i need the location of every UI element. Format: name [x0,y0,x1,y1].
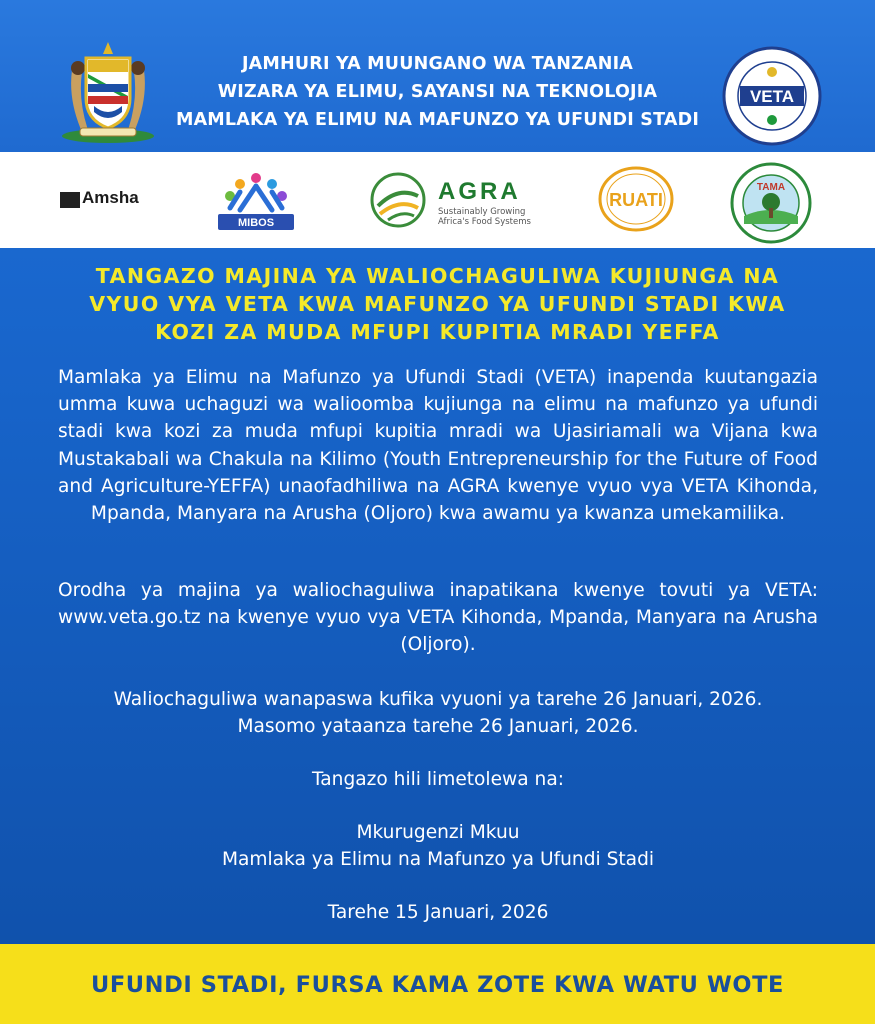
mibos-figures-icon [212,168,300,232]
header-title-block [165,50,710,134]
headline-line-3: KOZI ZA MUDA MFUPI KUPITIA MRADI YEFFA [155,320,720,344]
mibos-logo [212,168,300,232]
signatory-title: Mkurugenzi Mkuu [356,822,520,843]
issued-by-line: Tangazo hili limetolewa na: [311,769,564,790]
announcement-paragraph-2: Orodha ya majina ya waliochaguliwa inapatikana kwenye tovuti ya VETA: www.veta.go.tz na kwenye vyuo vya VETA Kihonda, Mpanda, Manyara na Arusha (Oljoro). [58,580,818,656]
agra-logo [368,172,540,232]
announcement-headline [40,262,835,346]
ruati-logo-text: RUATI [609,190,663,210]
headline-line-2: VYUO VYA VETA KWA MAFUNZO YA UFUNDI STADI KWA [89,292,786,316]
header-banner [0,0,875,152]
headline-line-1: TANGAZO MAJINA YA WALIOCHAGULIWA KUJIUNGA NA [95,264,780,288]
tama-logo [730,162,812,244]
partner-logos-strip [0,152,875,248]
agra-logo-tagline: Sustainably Growing Africa's Food Systems [438,207,531,227]
footer-banner [0,944,875,1024]
mibos-logo-text: MIBOS [237,217,275,229]
tama-logo-text: TAMA [756,182,786,193]
announcement-date: Tarehe 15 Januari, 2026 [327,902,549,923]
schedule-block [58,686,818,740]
ruati-logo [596,166,676,232]
amsha-logo-text: Amsha [82,188,139,207]
amsha-mark-icon [60,192,80,208]
header-line-ministry: WIZARA YA ELIMU, SAYANSI NA TEKNOLOJIA [217,82,658,102]
tama-emblem-icon [730,162,812,244]
signatory-organization: Mamlaka ya Elimu na Mafunzo ya Ufundi Stadi [221,849,655,871]
classes-start-line: Masomo yataanza tarehe 26 Januari, 2026. [237,716,639,738]
signatory-block [58,819,818,873]
veta-seal-text: VETA [749,87,795,106]
header-line-republic: JAMHURI YA MUUNGANO WA TANZANIA [241,54,634,74]
footer-slogan: UFUNDI STADI, FURSA KAMA ZOTE KWA WATU WOTE [90,972,785,998]
amsha-logo [60,188,155,218]
agra-logo-title: AGRA [438,178,521,205]
veta-seal-icon [722,46,822,146]
tanzania-coat-of-arms-icon [58,40,158,144]
arrival-date-line: Waliochaguliwa wanapaswa kufika vyuoni ya tarehe 26 Januari, 2026. [113,689,763,710]
agra-emblem-icon [368,172,432,228]
announcement-paragraph-1: Mamlaka ya Elimu na Mafunzo ya Ufundi Stadi (VETA) inapenda kuutangazia umma kuwa uchaguzi wa walioomba kujiunga na elimu na mafunzo ya ufundi stadi kwa kozi za muda mfupi kupitia mradi wa Ujasiriamali wa Vijana kwa Mustakabali wa Chakula na Kilimo (Youth Entrepreneurship for the Future of Food and Agriculture-YEFFA) unaofadhiliwa na AGRA kwenye vyuo vya VETA Kihonda, Mpanda, Manyara na Arusha (Oljoro) kwa awamu ya kwanza umekamilika. [58,367,818,525]
ruati-emblem-icon [596,166,676,232]
header-line-authority: MAMLAKA YA ELIMU NA MAFUNZO YA UFUNDI STADI [175,110,700,130]
